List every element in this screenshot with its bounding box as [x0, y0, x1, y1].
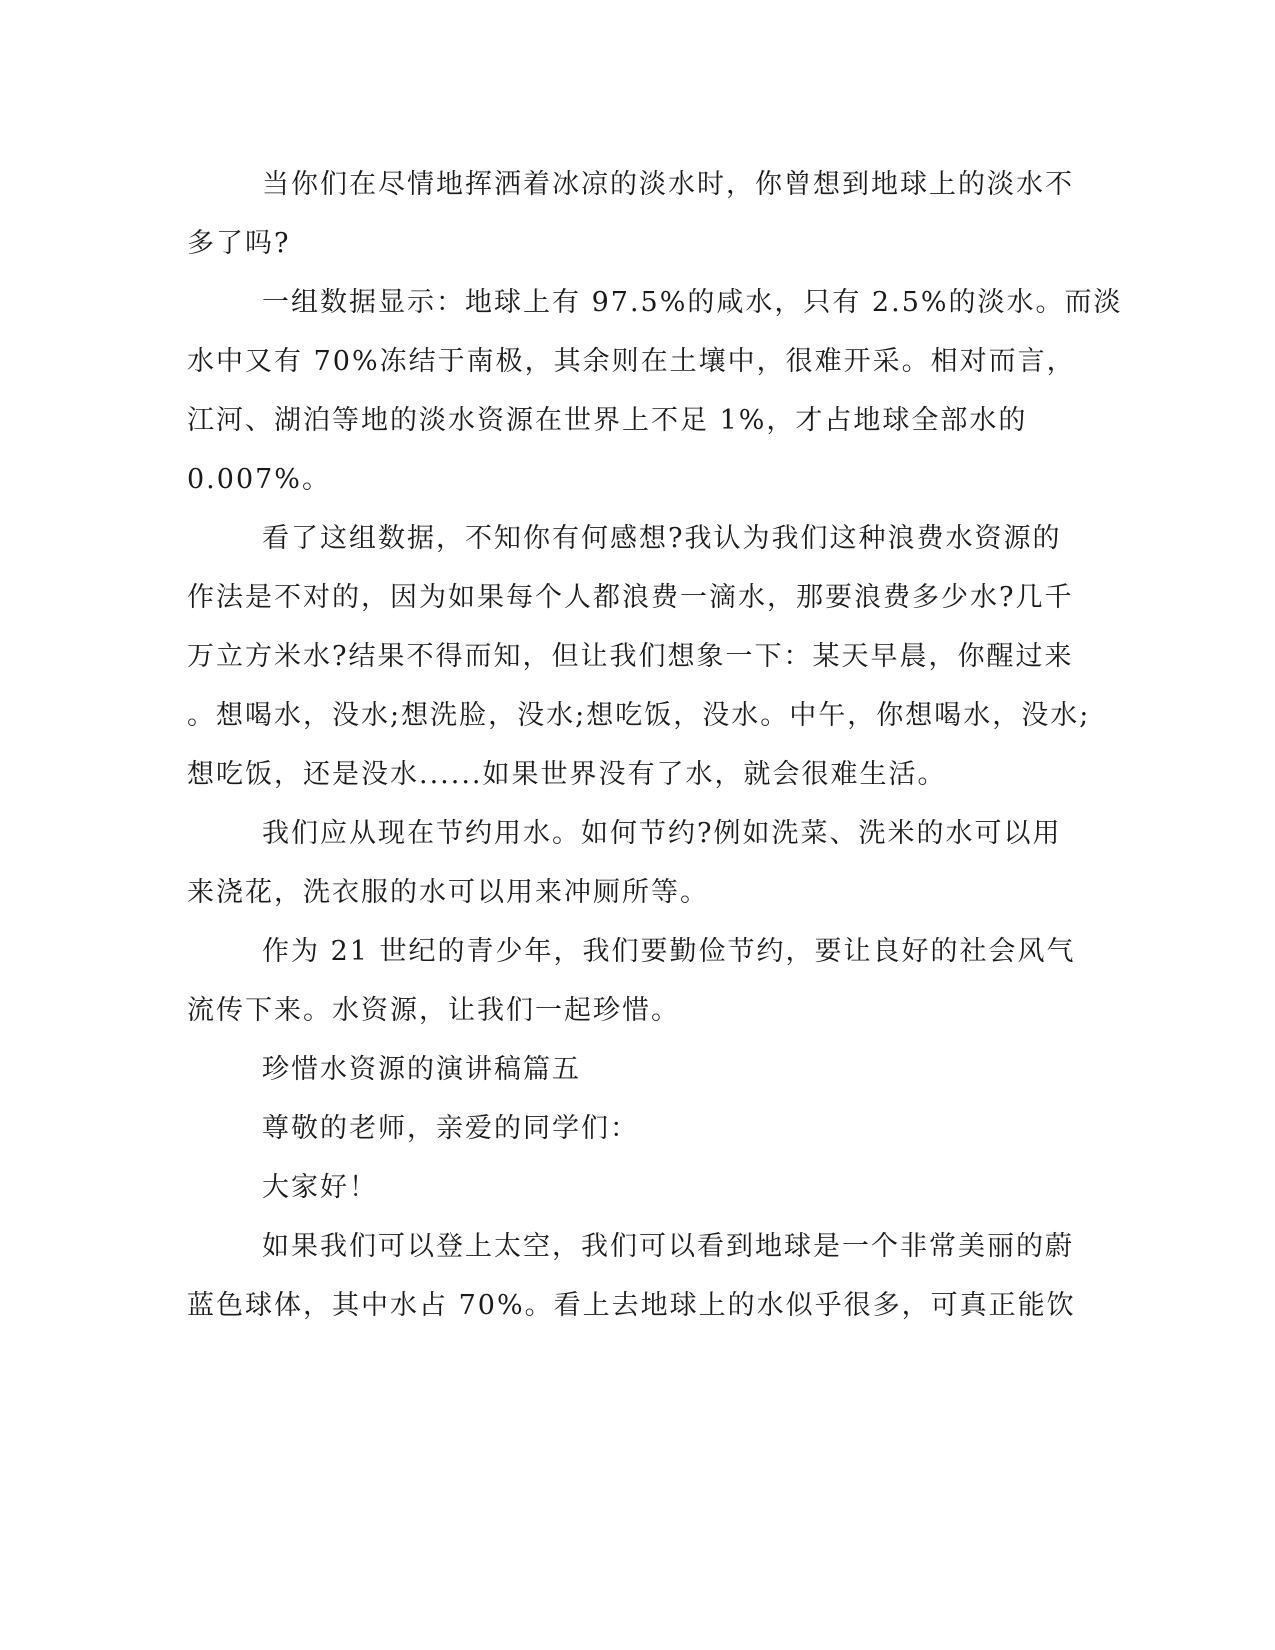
- text-line: 江河、湖泊等地的淡水资源在世界上不足 1%，才占地球全部水的: [187, 405, 1028, 436]
- text-line: 珍惜水资源的演讲稿篇五: [262, 1054, 581, 1085]
- paragraph: [187, 509, 1091, 804]
- paragraph: [187, 1217, 1087, 1335]
- text-line: 如果我们可以登上太空，我们可以看到地球是一个非常美丽的蔚: [262, 1231, 1074, 1262]
- text-line: 蓝色球体，其中水占 70%。看上去地球上的水似乎很多，可真正能饮: [187, 1290, 1076, 1321]
- text-line: 尊敬的老师，亲爱的同学们：: [262, 1113, 639, 1144]
- text-line: 我们应从现在节约用水。如何节约?例如洗菜、洗米的水可以用: [262, 818, 1062, 849]
- greeting: [187, 1158, 1087, 1217]
- text-line: 看了这组数据，不知你有何感想?我认为我们这种浪费水资源的: [262, 523, 1062, 554]
- text-line: 大家好！: [262, 1172, 378, 1203]
- paragraph: [187, 273, 1123, 509]
- text-line: 流传下来。水资源，让我们一起珍惜。: [187, 995, 680, 1026]
- paragraph: [187, 804, 1087, 922]
- text-line: 想吃饭，还是没水......如果世界没有了水，就会很难生活。: [187, 759, 947, 790]
- section-heading: [187, 1040, 1087, 1099]
- paragraph: [187, 922, 1087, 1040]
- text-line: 当你们在尽情地挥洒着冰凉的淡水时，你曾想到地球上的淡水不: [262, 169, 1074, 200]
- text-line: 作为 21 世纪的青少年，我们要勤俭节约，要让良好的社会风气: [262, 936, 1076, 967]
- text-line: 多了吗?: [187, 228, 291, 259]
- text-line: 一组数据显示：地球上有 97.5%的咸水，只有 2.5%的淡水。而淡: [262, 287, 1123, 318]
- document-body: [187, 155, 1123, 1335]
- text-line: 0.007%。: [187, 464, 331, 495]
- salutation: [187, 1099, 1087, 1158]
- text-line: 水中又有 70%冻结于南极，其余则在土壤中，很难开采。相对而言，: [187, 346, 1076, 377]
- text-line: 。想喝水，没水;想洗脸，没水;想吃饭，没水。中午，你想喝水，没水;: [187, 700, 1091, 731]
- text-line: 来浇花，洗衣服的水可以用来冲厕所等。: [187, 877, 709, 908]
- text-line: 万立方米水?结果不得而知，但让我们想象一下：某天早晨，你醒过来: [187, 641, 1074, 672]
- text-line: 作法是不对的，因为如果每个人都浪费一滴水，那要浪费多少水?几千: [187, 582, 1074, 613]
- paragraph: [187, 155, 1087, 273]
